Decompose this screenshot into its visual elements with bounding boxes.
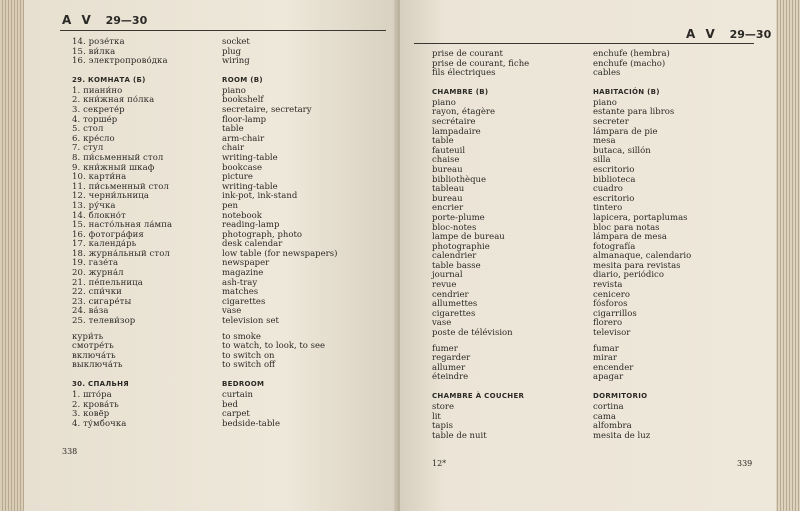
vocab-entry: lámpara de mesa xyxy=(593,232,667,243)
vocab-entry: 3. ковёр xyxy=(72,409,110,420)
vocab-entry: chaise xyxy=(432,155,460,166)
russian-column xyxy=(72,38,172,429)
vocab-entry: matches xyxy=(222,287,259,298)
vocab-entry: 21. пе́пельница xyxy=(72,277,143,288)
header-rule xyxy=(60,30,386,31)
vocab-entry: 10. карти́на xyxy=(72,172,127,183)
vocab-entry: calendrier xyxy=(432,251,477,262)
vocab-entry: fauteuil xyxy=(432,145,466,156)
vocab-entry: enchufe (macho) xyxy=(593,58,666,69)
vocab-entry: выключа́ть xyxy=(72,360,123,371)
vocab-entry: photographie xyxy=(432,241,490,252)
vocab-entry: picture xyxy=(222,172,253,183)
vocab-entry: 23. сигаре́ты xyxy=(72,296,132,307)
vocab-entry: writing-table xyxy=(222,152,278,163)
vocab-entry: encrier xyxy=(432,203,464,214)
vocab-entry: 20. журна́л xyxy=(72,268,124,279)
section-heading: 30. СПАЛЬНЯ xyxy=(72,380,129,388)
section-heading: 29. КОМНАТА (Б) xyxy=(72,75,146,84)
vocab-entry: cortina xyxy=(593,402,624,412)
vocab-entry: vase xyxy=(432,318,452,329)
vocab-entry: reading-lamp xyxy=(222,220,280,231)
vocab-entry: to switch off xyxy=(222,360,276,371)
vocab-entry: bookshelf xyxy=(222,95,264,106)
section-heading: HABITACIÓN (B) xyxy=(593,87,660,96)
vocab-entry: socket xyxy=(222,37,250,47)
vocab-entry: 4. торше́р xyxy=(72,114,118,125)
left-page xyxy=(24,0,398,511)
vocab-entry: cendrier xyxy=(432,289,469,300)
vocab-entry: regarder xyxy=(432,353,471,364)
vocab-entry: bookcase xyxy=(222,162,263,173)
vocab-entry: biblioteca xyxy=(593,174,636,185)
vocab-entry: mesa xyxy=(593,136,616,147)
vocab-entry: cenicero xyxy=(593,289,630,300)
vocab-entry: 16. электропрово́дка xyxy=(72,56,168,67)
vocab-entry: 15. насто́льная ла́мпа xyxy=(72,220,173,231)
vocab-entry: cigarettes xyxy=(432,308,476,319)
section-heading: BEDROOM xyxy=(222,380,265,388)
vocab-entry: prise de courant xyxy=(432,49,503,59)
vocab-entry: 14. розе́тка xyxy=(72,37,125,47)
vocab-entry: fumar xyxy=(593,343,619,354)
vocab-entry: desk calendar xyxy=(222,239,283,250)
vocab-entry: 12. черни́льница xyxy=(72,191,150,202)
vocab-entry: 11. пи́сьменный стол xyxy=(72,181,169,192)
vocab-entry: 13. ру́чка xyxy=(72,200,116,211)
footer-mark: 12* xyxy=(432,459,447,468)
vocab-entry: ash-tray xyxy=(222,277,258,288)
right-page-header xyxy=(686,27,771,41)
section-heading: ROOM (B) xyxy=(222,75,263,84)
vocab-entry: ink-pot, ink-stand xyxy=(222,191,298,202)
vocab-entry: fósforos xyxy=(593,299,628,310)
vocab-entry: carpet xyxy=(222,409,250,420)
header-letters: A V xyxy=(686,27,718,41)
vocab-entry: rayon, étagère xyxy=(432,107,496,118)
vocab-entry: pen xyxy=(222,200,238,211)
vocab-entry: 7. стул xyxy=(72,143,104,154)
vocab-entry: estante para libros xyxy=(593,107,675,118)
vocab-entry: diario, periódico xyxy=(593,270,664,281)
vocab-entry: 5. стол xyxy=(72,124,104,135)
vocab-entry: смотре́ть xyxy=(72,341,114,352)
vocab-entry: florero xyxy=(593,318,623,329)
vocab-entry: almanaque, calendario xyxy=(593,251,692,262)
spanish-column xyxy=(593,50,691,441)
vocab-entry: 9. кни́жный шкаф xyxy=(72,162,155,173)
english-column xyxy=(222,38,337,429)
vocab-entry: vase xyxy=(222,306,242,317)
vocab-entry: bed xyxy=(222,399,238,410)
left-page-header xyxy=(62,13,147,27)
vocab-entry: tintero xyxy=(593,203,623,214)
vocab-entry: 2. крова́ть xyxy=(72,399,119,410)
vocab-entry: cigarrillos xyxy=(593,308,637,319)
vocab-entry: arm-chair xyxy=(222,133,265,144)
vocab-entry: lampe de bureau xyxy=(432,232,505,243)
vocab-entry: table de nuit xyxy=(432,430,487,441)
vocab-entry: to smoke xyxy=(222,331,261,342)
vocab-entry: piano xyxy=(222,85,246,96)
vocab-entry: lampadaire xyxy=(432,126,481,137)
vocab-entry: fotografía xyxy=(593,241,636,252)
vocab-entry: low table (for newspapers) xyxy=(222,248,338,259)
vocab-entry: включа́ть xyxy=(72,350,116,361)
vocab-entry: 2. кни́жная по́лка xyxy=(72,95,155,106)
vocab-entry: wiring xyxy=(222,56,250,67)
right-page xyxy=(400,0,776,511)
vocab-entry: butaca, sillón xyxy=(593,145,651,156)
vocab-entry: journal xyxy=(432,270,463,281)
vocab-entry: secretaire, secretary xyxy=(222,104,312,115)
header-rule xyxy=(414,43,754,44)
vocab-entry: mirar xyxy=(593,353,617,364)
vocab-entry: escritorio xyxy=(593,193,635,204)
vocab-entry: revista xyxy=(593,280,623,291)
vocab-entry: revue xyxy=(432,280,457,291)
vocab-entry: cama xyxy=(593,411,616,422)
vocab-entry: lapicera, portaplumas xyxy=(593,212,688,223)
vocab-entry: 4. ту́мбочка xyxy=(72,418,127,429)
vocab-entry: fils électriques xyxy=(432,68,496,79)
vocab-entry: table basse xyxy=(432,260,481,271)
vocab-entry: bloc-notes xyxy=(432,222,477,233)
vocab-entry: кури́ть xyxy=(72,331,104,342)
vocab-entry: 16. фотогра́фия xyxy=(72,229,144,240)
vocab-entry: apagar xyxy=(593,372,624,383)
vocab-entry: writing-table xyxy=(222,181,278,192)
vocab-entry: enchufe (hembra) xyxy=(593,49,670,59)
vocab-entry: cigarettes xyxy=(222,296,266,307)
vocab-entry: prise de courant, fiche xyxy=(432,58,530,69)
vocab-entry: lámpara de pie xyxy=(593,126,658,137)
vocab-entry: to watch, to look, to see xyxy=(222,341,326,352)
vocab-entry: 18. журна́льный стол xyxy=(72,248,170,259)
vocab-entry: notebook xyxy=(222,210,262,221)
vocab-entry: televisor xyxy=(593,328,631,339)
vocab-entry: 6. кре́сло xyxy=(72,133,115,144)
vocab-entry: floor-lamp xyxy=(222,114,267,125)
page-edges-right xyxy=(774,0,800,511)
vocab-entry: chair xyxy=(222,143,245,154)
page-number-left: 338 xyxy=(62,447,78,456)
vocab-entry: magazine xyxy=(222,268,264,279)
header-range: 29—30 xyxy=(105,14,148,27)
vocab-entry: piano xyxy=(432,97,456,108)
vocab-entry: mesita para revistas xyxy=(593,260,681,271)
vocab-entry: 24. ва́за xyxy=(72,306,109,317)
vocab-entry: 22. спи́чки xyxy=(72,287,122,298)
vocab-entry: table xyxy=(432,136,454,147)
vocab-entry: 8. пи́сьменный стол xyxy=(72,152,164,163)
page-number-right: 339 xyxy=(737,459,753,468)
vocab-entry: photograph, photo xyxy=(222,229,303,240)
vocab-entry: tableau xyxy=(432,184,465,195)
vocab-entry: lit xyxy=(432,411,441,422)
vocab-entry: 25. телеви́зор xyxy=(72,316,136,327)
header-letters: A V xyxy=(62,13,94,27)
vocab-entry: allumer xyxy=(432,362,466,373)
vocab-entry: plug xyxy=(222,46,242,57)
vocab-entry: newspaper xyxy=(222,258,270,269)
section-heading: CHAMBRE À COUCHER xyxy=(432,392,525,400)
vocab-entry: bibliothèque xyxy=(432,174,487,185)
vocab-entry: store xyxy=(432,402,454,412)
vocab-entry: television set xyxy=(222,316,279,327)
vocab-entry: 1. што́ра xyxy=(72,390,112,400)
vocab-entry: porte-plume xyxy=(432,212,485,223)
vocab-entry: mesita de luz xyxy=(593,430,651,441)
vocab-entry: escritorio xyxy=(593,164,635,175)
vocab-entry: éteindre xyxy=(432,372,469,383)
vocab-entry: secrétaire xyxy=(432,116,476,127)
vocab-entry: 15. ви́лка xyxy=(72,46,116,57)
vocab-entry: secreter xyxy=(593,116,629,127)
vocab-entry: bureau xyxy=(432,193,463,204)
vocab-entry: 17. календа́рь xyxy=(72,239,137,250)
vocab-entry: 19. газе́та xyxy=(72,258,119,269)
vocab-entry: encender xyxy=(593,362,634,373)
vocab-entry: allumettes xyxy=(432,299,478,310)
vocab-entry: alfombra xyxy=(593,421,632,432)
section-heading: CHAMBRE (B) xyxy=(432,87,489,96)
vocab-entry: tapis xyxy=(432,421,454,432)
vocab-entry: piano xyxy=(593,97,617,108)
french-column xyxy=(432,50,529,441)
vocab-entry: fumer xyxy=(432,343,458,354)
vocab-entry: bedside-table xyxy=(222,418,281,429)
vocab-entry: 3. секрете́р xyxy=(72,104,125,115)
vocab-entry: 1. пиани́но xyxy=(72,85,123,96)
section-heading: DORMITORIO xyxy=(593,392,648,400)
vocab-entry: 14. блокно́т xyxy=(72,210,126,221)
vocab-entry: curtain xyxy=(222,390,253,400)
vocab-entry: cuadro xyxy=(593,184,623,195)
vocab-entry: bureau xyxy=(432,164,463,175)
vocab-entry: poste de télévision xyxy=(432,328,513,339)
vocab-entry: table xyxy=(222,124,244,135)
vocab-entry: to switch on xyxy=(222,350,275,361)
vocab-entry: silla xyxy=(593,155,611,166)
header-range: 29—30 xyxy=(729,28,772,41)
vocab-entry: cables xyxy=(593,68,621,79)
vocab-entry: bloc para notas xyxy=(593,222,660,233)
